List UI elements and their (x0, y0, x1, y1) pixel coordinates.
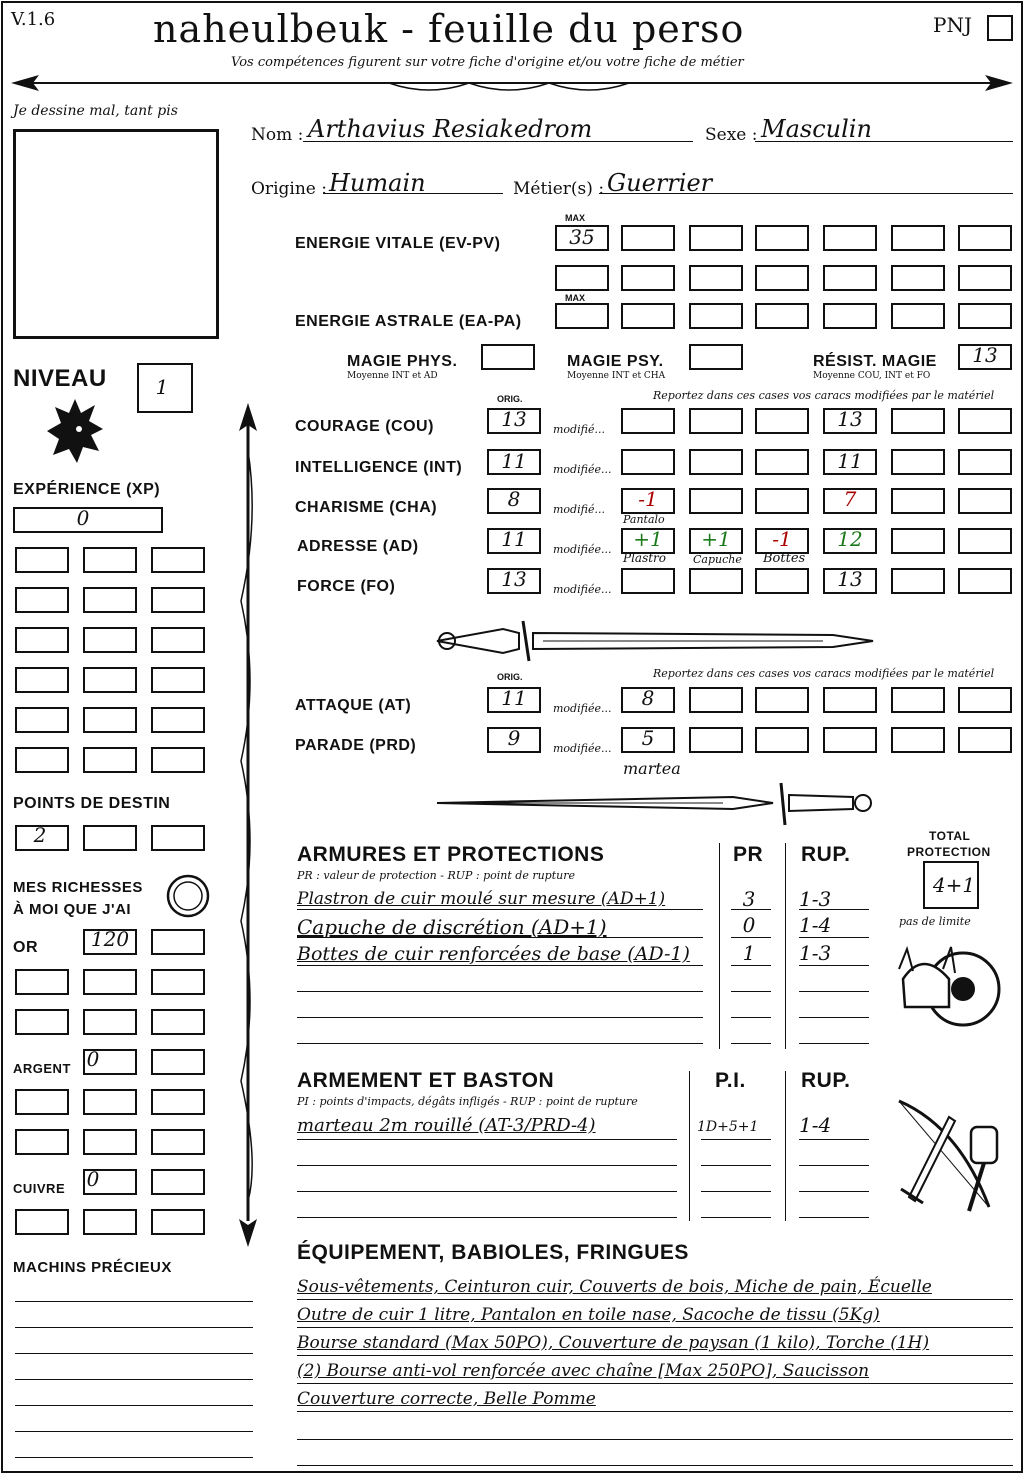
armure-line[interactable] (297, 965, 703, 966)
or-box[interactable] (83, 1009, 137, 1035)
spear-icon (231, 401, 265, 1251)
adresse-final: 12 (837, 527, 863, 551)
machins-line[interactable] (15, 1431, 253, 1432)
magie-phys-label: MAGIE PHYS. (347, 353, 458, 370)
ev-box[interactable] (823, 265, 877, 291)
equipement-rule[interactable] (297, 1439, 1013, 1440)
armures-divider-1 (719, 843, 720, 1049)
xp-box[interactable] (151, 547, 205, 573)
armure-rup-line[interactable] (799, 1017, 869, 1018)
charisme-label: CHARISME (CHA) (295, 499, 438, 516)
destin-value: 2 (33, 823, 47, 847)
stat-modif-box[interactable] (689, 488, 743, 514)
ev-label: ENERGIE VITALE (EV-PV) (295, 235, 501, 252)
armement-note: PI : points d'impacts, dégâts infligés - RUP : point de rupture (297, 1095, 638, 1108)
resist-magie-label: RÉSIST. MAGIE (813, 353, 937, 370)
charisme-final: 7 (843, 487, 857, 511)
arme-pi-line[interactable] (701, 1139, 771, 1140)
armure-pr-line[interactable] (731, 1017, 771, 1018)
destin-box[interactable] (151, 825, 205, 851)
arme-line[interactable] (297, 1217, 677, 1218)
ev-box[interactable] (958, 225, 1012, 251)
xp-box[interactable] (83, 547, 137, 573)
xp-box[interactable] (151, 747, 205, 773)
argent-value: 0 (86, 1047, 100, 1071)
adresse-mod3: -1 (772, 527, 792, 551)
charisme-orig: 8 (507, 487, 521, 511)
attaque-label: ATTAQUE (AT) (295, 697, 412, 714)
stat-modif-box[interactable] (621, 408, 675, 434)
courage-final: 13 (837, 407, 863, 431)
armures-note: PR : valeur de protection - RUP : point de rupture (297, 869, 575, 882)
cuivre-box[interactable] (151, 1169, 205, 1195)
armement-col-pi: P.I. (715, 1069, 746, 1092)
xp-box[interactable] (15, 547, 69, 573)
total-label-2: PROTECTION (907, 845, 991, 859)
metier-value[interactable]: Guerrier (607, 169, 713, 197)
argent-box[interactable] (83, 1129, 137, 1155)
intelligence-orig: 11 (501, 449, 527, 473)
machins-line[interactable] (15, 1405, 253, 1406)
armure-row-1-pr[interactable]: 3 (742, 887, 756, 911)
portrait-box[interactable] (13, 129, 219, 339)
helmet-shield-icon (893, 929, 1003, 1039)
armement-col-rup: RUP. (801, 1069, 851, 1092)
adresse-modif: modifiée... (553, 543, 612, 556)
armure-line[interactable] (297, 1017, 703, 1018)
cuivre-label: CUIVRE (13, 1181, 66, 1196)
niveau-value: 1 (155, 375, 169, 399)
or-box[interactable] (83, 969, 137, 995)
magie-phys-box[interactable] (481, 344, 535, 370)
armure-pr-line[interactable] (731, 965, 771, 966)
machins-line[interactable] (15, 1379, 253, 1380)
adresse-mod1: +1 (633, 527, 663, 551)
intelligence-modif: modifiée... (553, 463, 612, 476)
arme-row-1-rup[interactable]: 1-4 (799, 1113, 832, 1137)
adresse-mod3-note: Bottes (763, 551, 806, 566)
xp-box[interactable] (151, 627, 205, 653)
stat-modif-box[interactable] (755, 449, 809, 475)
or-box[interactable] (15, 969, 69, 995)
nom-label: Nom : (251, 125, 304, 145)
stat-modif-box[interactable] (958, 528, 1012, 554)
courage-orig: 13 (501, 407, 527, 431)
cuivre-box[interactable] (15, 1209, 69, 1235)
metier-label: Métier(s) : (513, 179, 605, 199)
xp-box[interactable] (15, 667, 69, 693)
parade-note: martea (623, 759, 681, 778)
equipement-line-5[interactable]: Couverture correcte, Belle Pomme (297, 1389, 596, 1409)
force-final: 13 (837, 567, 863, 591)
armure-line[interactable] (297, 991, 703, 992)
argent-label: ARGENT (13, 1061, 71, 1076)
magie-psy-label: MAGIE PSY. (567, 353, 664, 370)
sword-icon (433, 615, 877, 665)
xp-box[interactable] (15, 707, 69, 733)
ev-box[interactable] (621, 265, 675, 291)
machins-line[interactable] (15, 1457, 253, 1458)
stat-modif-box[interactable] (621, 568, 675, 594)
stat-modif-box[interactable] (755, 408, 809, 434)
armement-divider-1 (689, 1071, 690, 1221)
resist-magie-sub: Moyenne COU, INT et FO (813, 371, 931, 381)
equipement-rule[interactable] (297, 1383, 1013, 1384)
ea-box[interactable] (689, 303, 743, 329)
combat-orig-label: ORIG. (497, 672, 523, 682)
ea-box[interactable] (755, 303, 809, 329)
argent-box[interactable] (151, 1049, 205, 1075)
arme-rup-line[interactable] (799, 1191, 869, 1192)
stat-modif-box[interactable] (958, 408, 1012, 434)
richesses-label-2: À MOI QUE J'AI (13, 901, 132, 918)
nom-value[interactable]: Arthavius Resiakedrom (308, 115, 593, 143)
stat-modif-box[interactable] (755, 568, 809, 594)
combat-modif-box[interactable] (689, 687, 743, 713)
parade-label: PARADE (PRD) (295, 737, 417, 754)
xp-box[interactable] (83, 707, 137, 733)
armures-col-rup: RUP. (801, 843, 851, 866)
combat-modif-box[interactable] (823, 687, 877, 713)
arme-rup-line[interactable] (799, 1217, 869, 1218)
adresse-orig: 11 (501, 527, 527, 551)
argent-box[interactable] (15, 1129, 69, 1155)
armure-rup-line[interactable] (799, 965, 869, 966)
armure-rup-line[interactable] (799, 991, 869, 992)
origine-label: Origine : (251, 179, 327, 199)
weapons-icon (889, 1097, 1009, 1217)
courage-modif: modifié... (553, 423, 605, 436)
magie-phys-sub: Moyenne INT et AD (347, 371, 438, 381)
adresse-label: ADRESSE (AD) (297, 538, 419, 555)
experience-label: EXPÉRIENCE (XP) (13, 481, 161, 498)
niveau-label: NIVEAU (13, 365, 107, 392)
attaque-value: 8 (641, 686, 655, 710)
armure-line[interactable] (297, 1043, 703, 1044)
equipement-line-2[interactable]: Outre de cuir 1 litre, Pantalon en toile nase, Sacoche de tissu (5Kg) (297, 1305, 880, 1325)
ea-box[interactable] (555, 303, 609, 329)
machins-line[interactable] (15, 1353, 253, 1354)
adresse-mod1-note: Plastro (623, 551, 667, 565)
ea-max-label: MAX (565, 293, 585, 303)
ea-box[interactable] (958, 303, 1012, 329)
machins-label: MACHINS PRÉCIEUX (13, 1259, 172, 1276)
stats-report-note: Reportez dans ces cases vos caracs modifiées par le matériel (653, 389, 995, 402)
armure-rup-line[interactable] (799, 1043, 869, 1044)
or-value: 120 (90, 927, 130, 951)
xp-box[interactable] (83, 627, 137, 653)
richesses-label-1: MES RICHESSES (13, 879, 143, 896)
arme-rup-line[interactable] (799, 1139, 869, 1140)
or-box[interactable] (15, 1009, 69, 1035)
armement-divider-2 (785, 1071, 786, 1221)
combat-modif-box[interactable] (891, 727, 945, 753)
page-title: naheulbeuk - feuille du perso (153, 7, 745, 51)
armure-pr-line[interactable] (731, 1043, 771, 1044)
arme-rup-line[interactable] (799, 1165, 869, 1166)
equipement-rule[interactable] (297, 1299, 1013, 1300)
stat-modif-box[interactable] (689, 408, 743, 434)
arme-line[interactable] (297, 1139, 677, 1140)
armure-row-3-pr[interactable]: 1 (742, 941, 756, 965)
xp-box[interactable] (83, 587, 137, 613)
armures-col-pr: PR (733, 843, 764, 866)
equipement-line-1[interactable]: Sous-vêtements, Ceinturon cuir, Couverts de bois, Miche de pain, Écuelle (297, 1277, 932, 1297)
total-label-1: TOTAL (929, 829, 971, 843)
armures-title: ARMURES ET PROTECTIONS (297, 843, 605, 866)
stat-modif-box[interactable] (891, 408, 945, 434)
armure-pr-line[interactable] (731, 937, 771, 938)
xp-box[interactable] (151, 667, 205, 693)
ev-box[interactable] (755, 265, 809, 291)
arme-row-1-pi[interactable]: 1D+5+1 (697, 1119, 759, 1135)
xp-box[interactable] (15, 747, 69, 773)
arme-line[interactable] (297, 1191, 677, 1192)
combat-modif-box[interactable] (958, 687, 1012, 713)
armure-row-1-name[interactable]: Plastron de cuir moulé sur mesure (AD+1) (297, 889, 666, 909)
parade-modif: modifiée... (553, 742, 612, 755)
xp-box[interactable] (15, 587, 69, 613)
xp-box[interactable] (15, 627, 69, 653)
courage-label: COURAGE (COU) (295, 418, 434, 435)
destin-label: POINTS DE DESTIN (13, 795, 171, 812)
coin-icon (165, 873, 211, 919)
argent-box[interactable] (15, 1089, 69, 1115)
ev-box[interactable] (958, 265, 1012, 291)
force-label: FORCE (FO) (297, 578, 396, 595)
equipement-title: ÉQUIPEMENT, BABIOLES, FRINGUES (297, 1241, 689, 1264)
equipement-rule[interactable] (297, 1411, 1013, 1412)
armement-title: ARMEMENT ET BASTON (297, 1069, 555, 1092)
xp-box[interactable] (83, 667, 137, 693)
stats-orig-label: ORIG. (497, 394, 523, 404)
ev-box[interactable] (555, 265, 609, 291)
parade-value: 5 (641, 726, 655, 750)
equipement-rule[interactable] (297, 1465, 1013, 1466)
armures-divider-2 (785, 843, 786, 1049)
cuivre-box[interactable] (151, 1209, 205, 1235)
combat-modif-box[interactable] (958, 727, 1012, 753)
ea-box[interactable] (891, 303, 945, 329)
adresse-mod2-note: Capuche (693, 553, 742, 566)
armure-line[interactable] (297, 909, 703, 910)
sexe-value[interactable]: Masculin (761, 115, 872, 143)
xp-box[interactable] (83, 747, 137, 773)
arme-pi-line[interactable] (701, 1165, 771, 1166)
force-orig: 13 (501, 567, 527, 591)
armure-row-3-rup[interactable]: 1-3 (799, 941, 832, 965)
armure-rup-line[interactable] (799, 937, 869, 938)
stat-modif-box[interactable] (891, 528, 945, 554)
stat-modif-box[interactable] (689, 568, 743, 594)
cuivre-box[interactable] (83, 1209, 137, 1235)
character-sheet (1, 1, 1023, 1473)
ev-box[interactable] (689, 265, 743, 291)
ev-box[interactable] (755, 225, 809, 251)
magie-psy-box[interactable] (689, 344, 743, 370)
armure-row-1-rup[interactable]: 1-3 (799, 887, 832, 911)
armure-row-2-rup[interactable]: 1-4 (799, 913, 832, 937)
ea-label: ENERGIE ASTRALE (EA-PA) (295, 313, 522, 330)
force-modif: modifiée... (553, 583, 612, 596)
pnj-checkbox[interactable] (987, 15, 1013, 41)
adresse-mod2: +1 (701, 527, 731, 551)
ev-box[interactable] (621, 225, 675, 251)
intelligence-label: INTELLIGENCE (INT) (295, 459, 463, 476)
stat-modif-box[interactable] (958, 488, 1012, 514)
stat-modif-box[interactable] (958, 568, 1012, 594)
attaque-modif: modifiée... (553, 702, 612, 715)
ev-max-value[interactable]: 35 (569, 225, 595, 249)
machins-line[interactable] (15, 1327, 253, 1328)
machins-line[interactable] (15, 1301, 253, 1302)
magie-psy-sub: Moyenne INT et CHA (567, 371, 666, 381)
stat-modif-box[interactable] (689, 449, 743, 475)
sword-icon-2 (433, 779, 877, 829)
charisme-modif: modifié... (553, 503, 605, 516)
charisme-mod1: -1 (638, 487, 658, 511)
armure-row-2-pr[interactable]: 0 (742, 913, 756, 937)
arme-row-1-name[interactable]: marteau 2m rouillé (AT-3/PRD-4) (297, 1115, 596, 1136)
stat-modif-box[interactable] (958, 449, 1012, 475)
experience-value: 0 (76, 506, 90, 530)
portrait-caption: Je dessine mal, tant pis (13, 103, 178, 119)
xp-box[interactable] (151, 707, 205, 733)
dragon-icon (43, 395, 107, 467)
sexe-label: Sexe : (705, 125, 758, 145)
cuivre-value: 0 (86, 1167, 100, 1191)
armure-pr-line[interactable] (731, 991, 771, 992)
or-box[interactable] (151, 929, 205, 955)
combat-modif-box[interactable] (689, 727, 743, 753)
equipement-rule[interactable] (297, 1355, 1013, 1356)
parade-orig: 9 (507, 726, 521, 750)
stat-modif-box[interactable] (891, 488, 945, 514)
combat-modif-box[interactable] (823, 727, 877, 753)
or-box[interactable] (151, 1009, 205, 1035)
equipement-line-3[interactable]: Bourse standard (Max 50PO), Couverture de paysan (1 kilo), Torche (1H) (297, 1333, 930, 1353)
pnj-label: PNJ (933, 13, 972, 37)
version-label: V.1.6 (11, 9, 56, 30)
origine-value[interactable]: Humain (329, 169, 426, 197)
ev-box[interactable] (689, 225, 743, 251)
argent-box[interactable] (151, 1129, 205, 1155)
ev-box[interactable] (891, 225, 945, 251)
stat-modif-box[interactable] (621, 449, 675, 475)
intelligence-final: 11 (837, 449, 863, 473)
attaque-orig: 11 (501, 686, 527, 710)
spear-divider-icon (9, 69, 1015, 99)
page-subtitle: Vos compétences figurent sur votre fiche d'origine et/ou votre fiche de métier (231, 55, 744, 70)
stat-modif-box[interactable] (891, 449, 945, 475)
armure-row-2-name[interactable]: Capuche de discrétion (AD+1) (297, 915, 607, 939)
combat-modif-box[interactable] (891, 687, 945, 713)
or-box[interactable] (151, 969, 205, 995)
equipement-line-4[interactable]: (2) Bourse anti-vol renforcée avec chaîne [Max 250PO], Saucisson (297, 1361, 870, 1381)
stat-modif-box[interactable] (891, 568, 945, 594)
combat-report-note: Reportez dans ces cases vos caracs modifiées par le matériel (653, 667, 995, 680)
stat-modif-box[interactable] (755, 488, 809, 514)
xp-box[interactable] (151, 587, 205, 613)
charisme-mod1-note: Pantalo (623, 513, 665, 526)
resist-magie-value: 13 (972, 343, 998, 367)
argent-box[interactable] (83, 1089, 137, 1115)
total-protection-value: 4+1 (932, 873, 976, 897)
argent-box[interactable] (151, 1089, 205, 1115)
arme-line[interactable] (297, 1165, 677, 1166)
combat-modif-box[interactable] (755, 727, 809, 753)
ev-max-label: MAX (565, 213, 585, 223)
combat-modif-box[interactable] (755, 687, 809, 713)
armure-row-3-name[interactable]: Bottes de cuir renforcées de base (AD-1) (297, 943, 690, 965)
destin-box[interactable] (83, 825, 137, 851)
ev-box[interactable] (823, 225, 877, 251)
arme-pi-line[interactable] (701, 1217, 771, 1218)
or-label: OR (13, 939, 38, 956)
equipement-rule[interactable] (297, 1327, 1013, 1328)
ea-box[interactable] (621, 303, 675, 329)
total-note: pas de limite (899, 915, 971, 928)
ea-box[interactable] (823, 303, 877, 329)
arme-pi-line[interactable] (701, 1191, 771, 1192)
ev-box[interactable] (891, 265, 945, 291)
